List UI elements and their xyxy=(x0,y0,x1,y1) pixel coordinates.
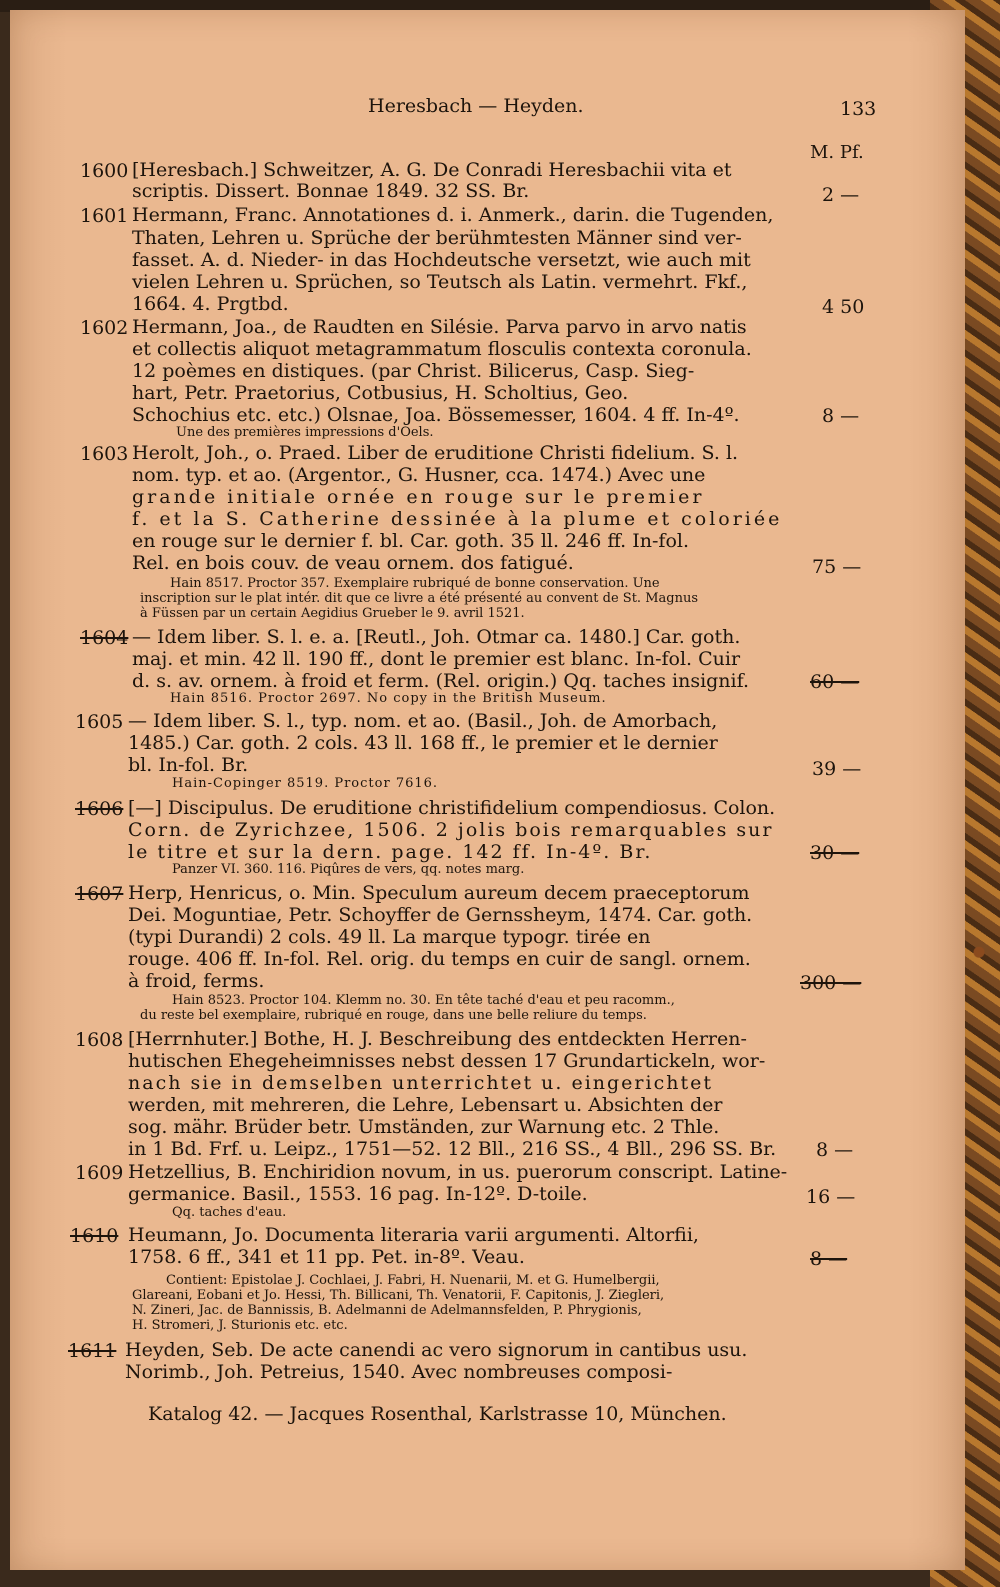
entry-line: Norimb., Joh. Petreius, 1540. Avec nombreuses composi- xyxy=(125,1361,673,1383)
entry-line: — Idem liber. S. l., typ. nom. et ao. (Basil., Joh. de Amorbach, xyxy=(128,710,718,732)
entry-line: Corn. de Zyrichzee, 1506. 2 jolis bois remarquables sur xyxy=(128,819,774,841)
entry-number: 1601 xyxy=(80,205,129,227)
entry-note: Contient: Epistolae J. Cochlaei, J. Fabri, H. Nuenarii, M. et G. Humelbergii, xyxy=(166,1273,660,1288)
entry-line: [Heresbach.] Schweitzer, A. G. De Conradi Heresbachii vita et xyxy=(132,159,732,181)
entry-line: Schochius etc. etc.) Olsnae, Joa. Bössemesser, 1604. 4 ff. In-4º. xyxy=(132,404,740,426)
entry-line: Hetzellius, B. Enchiridion novum, in us. puerorum conscript. Latine- xyxy=(128,1161,788,1183)
entry-note: Panzer VI. 360. 116. Piqûres de vers, qq. notes marg. xyxy=(172,862,525,877)
entry-number: 1606 xyxy=(75,798,124,820)
entry-line: Herolt, Joh., o. Praed. Liber de eruditione Christi fidelium. S. l. xyxy=(132,442,739,464)
entry-line: bl. In-fol. Br. xyxy=(128,754,249,776)
price: 30 — xyxy=(810,842,860,864)
entry-line: Dei. Moguntiae, Petr. Schoyffer de Gernssheym, 1474. Car. goth. xyxy=(128,904,753,926)
entry-line: vielen Lehren u. Sprüchen, so Teutsch als Latin. vermehrt. Fkf., xyxy=(132,271,748,293)
entry-number: 1607 xyxy=(75,883,124,905)
entry-line: Rel. en bois couv. de veau ornem. dos fatigué. xyxy=(132,552,574,574)
entry-line: Hermann, Franc. Annotationes d. i. Anmerk., darin. die Tugenden, xyxy=(132,204,774,226)
entry-note: Hain 8517. Proctor 357. Exemplaire rubriqué de bonne conservation. Une xyxy=(170,576,660,591)
price: 75 — xyxy=(812,556,862,578)
entry-number: 1603 xyxy=(80,443,129,465)
entry-line: 1664. 4. Prgtbd. xyxy=(132,293,289,315)
entry-note: à Füssen par un certain Aegidius Grueber le 9. avril 1521. xyxy=(140,606,525,621)
entry-note: Hain-Copinger 8519. Proctor 7616. xyxy=(172,776,439,791)
entry-note: Qq. taches d'eau. xyxy=(172,1205,287,1220)
entry-line: hutischen Ehegeheimnisses nebst dessen 17 Grundartickeln, wor- xyxy=(128,1050,766,1072)
entry-number: 1610 xyxy=(70,1225,119,1247)
entry-note: H. Stromeri, J. Sturionis etc. etc. xyxy=(132,1318,348,1333)
entry-line: sog. mähr. Brüder betr. Umständen, zur Warnung etc. 2 Thle. xyxy=(128,1116,720,1138)
price: 8 — xyxy=(822,405,860,427)
page-number: 133 xyxy=(840,98,877,120)
entry-note: inscription sur le plat intér. dit que ce livre a été présenté au convent de St. Magnus xyxy=(140,591,698,606)
entry-line: f. et la S. Catherine dessinée à la plume et coloriée xyxy=(132,508,783,530)
entry-line: 12 poèmes en distiques. (par Christ. Bilicerus, Casp. Sieg- xyxy=(132,360,695,382)
price: 300 — xyxy=(800,972,862,994)
entry-note: du reste bel exemplaire, rubriqué en rouge, dans une belle reliure du temps. xyxy=(140,1008,647,1023)
entry-line: 1485.) Car. goth. 2 cols. 43 ll. 168 ff., le premier et le dernier xyxy=(128,732,718,754)
price: 39 — xyxy=(812,758,862,780)
entry-line: grande initiale ornée en rouge sur le premier xyxy=(132,486,705,508)
entry-line: fasset. A. d. Nieder- in das Hochdeutsche versetzt, wie auch mit xyxy=(132,249,751,271)
entry-note: Hain 8516. Proctor 2697. No copy in the British Museum. xyxy=(170,691,607,706)
entry-line: scriptis. Dissert. Bonnae 1849. 32 SS. Br. xyxy=(132,180,530,202)
entry-line: in 1 Bd. Frf. u. Leipz., 1751—52. 12 Bll., 216 SS., 4 Bll., 296 SS. Br. xyxy=(128,1138,777,1160)
currency-header: M. Pf. xyxy=(810,142,864,163)
entry-line: Hermann, Joa., de Raudten en Silésie. Parva parvo in arvo natis xyxy=(132,316,747,338)
entry-line: germanice. Basil., 1553. 16 pag. In-12º. D-toile. xyxy=(128,1183,588,1205)
entry-number: 1611 xyxy=(68,1340,117,1362)
entry-line: Heyden, Seb. De acte canendi ac vero signorum in cantibus usu. xyxy=(125,1339,748,1361)
entry-number: 1602 xyxy=(80,317,129,339)
entry-line: à froid, ferms. xyxy=(128,970,265,992)
running-title: Heresbach — Heyden. xyxy=(368,95,584,117)
entry-line: 1758. 6 ff., 341 et 11 pp. Pet. in-8º. Veau. xyxy=(128,1246,525,1268)
entry-number: 1608 xyxy=(75,1029,124,1051)
price: 2 — xyxy=(822,184,860,206)
entry-line: nom. typ. et ao. (Argentor., G. Husner, cca. 1474.) Avec une xyxy=(132,464,706,486)
entry-line: Heumann, Jo. Documenta literaria varii argumenti. Altorfii, xyxy=(128,1224,699,1246)
price: 8 — xyxy=(810,1248,848,1270)
entry-line: Thaten, Lehren u. Sprüche der berühmtesten Männer sind ver- xyxy=(132,227,742,249)
price: 8 — xyxy=(816,1139,854,1161)
entry-line: d. s. av. ornem. à froid et ferm. (Rel. origin.) Qq. taches insignif. xyxy=(132,670,750,692)
entry-line: maj. et min. 42 ll. 190 ff., dont le premier est blanc. In-fol. Cuir xyxy=(132,648,741,670)
entry-number: 1605 xyxy=(75,711,124,733)
entry-line: werden, mit mehreren, die Lehre, Lebensart u. Absichten der xyxy=(128,1094,723,1116)
price: 60 — xyxy=(810,671,860,693)
entry-number: 1609 xyxy=(75,1162,124,1184)
entry-note: N. Zineri, Jac. de Bannissis, B. Adelmanni de Adelmannsfelden, P. Phrygionis, xyxy=(132,1303,642,1318)
entry-note: Hain 8523. Proctor 104. Klemm no. 30. En tête taché d'eau et peu racomm., xyxy=(172,993,675,1008)
price: 16 — xyxy=(806,1186,856,1208)
entry-line: [Herrnhuter.] Bothe, H. J. Beschreibung des entdeckten Herren- xyxy=(128,1028,747,1050)
entry-note: Une des premières impressions d'Oels. xyxy=(176,425,434,440)
entry-line: rouge. 406 ff. In-fol. Rel. orig. du temps en cuir de sangl. ornem. xyxy=(128,948,751,970)
entry-line: Herp, Henricus, o. Min. Speculum aureum decem praeceptorum xyxy=(128,882,750,904)
entry-note: Glareani, Eobani et Jo. Hessi, Th. Billicani, Th. Venatorii, F. Capitonis, J. Ziegleri, xyxy=(132,1288,665,1303)
entry-line: et collectis aliquot metagrammatum flosculis contexta coronula. xyxy=(132,338,752,360)
entry-number: 1600 xyxy=(80,160,129,182)
price: 4 50 xyxy=(822,296,865,318)
catalog-footer: Katalog 42. — Jacques Rosenthal, Karlstrasse 10, München. xyxy=(148,1403,727,1425)
entry-line: [—] Discipulus. De eruditione christifidelium compendiosus. Colon. xyxy=(128,797,776,819)
entry-line: (typi Durandi) 2 cols. 49 ll. La marque typogr. tirée en xyxy=(128,926,651,948)
entry-line: en rouge sur le dernier f. bl. Car. goth. 35 ll. 246 ff. In-fol. xyxy=(132,530,690,552)
entry-number: 1604 xyxy=(80,627,129,649)
catalog-page xyxy=(10,10,965,1570)
entry-line: — Idem liber. S. l. e. a. [Reutl., Joh. Otmar ca. 1480.] Car. goth. xyxy=(132,626,741,648)
entry-line: hart, Petr. Praetorius, Cotbusius, H. Scholtius, Geo. xyxy=(132,382,629,404)
entry-line: nach sie in demselben unterrichtet u. eingerichtet xyxy=(128,1072,713,1094)
entry-line: le titre et sur la dern. page. 142 ff. In-4º. Br. xyxy=(128,841,653,863)
